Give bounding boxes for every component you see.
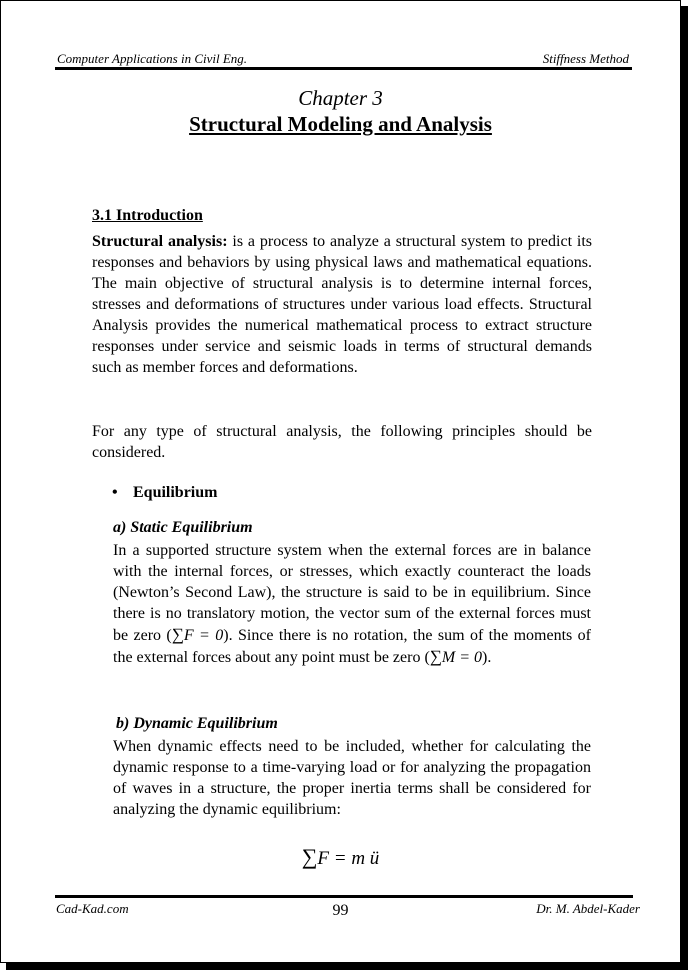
intro-lead: Structural analysis: [92, 233, 228, 250]
dynamic-equation [0, 844, 681, 870]
bullet-equilibrium [112, 484, 217, 502]
static-text-1: In a supported structure system when the external forces are in balance with the internal forces, or stresses, which exactly counteract the loads (Newton’s Second Law), the structure is said to be in equilibrium. Since there is no translatory motion, the vector sum of the external forces must be zero ( [113, 542, 591, 644]
principles-paragraph: For any type of structural analysis, the following principles should be considered. [92, 423, 592, 461]
intro-paragraph [92, 231, 592, 378]
section-heading: 3.1 Introduction [92, 207, 203, 224]
page-number: 99 [332, 902, 349, 919]
force-sum-equation [172, 627, 224, 644]
bullet-icon: • [112, 484, 118, 501]
page-shadow-right [681, 6, 688, 970]
bullet-label: Equilibrium [133, 484, 218, 501]
header-rule [55, 67, 632, 70]
chapter-label: Chapter 3 [298, 86, 383, 110]
sigma-icon: ∑ [171, 625, 184, 644]
moment-sum-equation [430, 649, 482, 666]
intro-body: is a process to analyze a structural system to predict its responses and behaviors by using physical laws and mathematical equations. The main objective of structural analysis is to determine internal forces, stresses and deformations of structures under various load effects. Structural Analysis provides the numerical mathematical process to extract structure responses under service and seismic loads in terms of structural demands such as member forces and deformations. [92, 233, 592, 376]
static-text-2: ). Since there is no rotation, the sum of the moments of the external forces about any point must be zero ( [113, 627, 592, 666]
footer-author: Dr. M. Abdel-Kader [536, 901, 640, 916]
page-shadow-bottom [6, 963, 688, 970]
static-heading: a) Static Equilibrium [113, 519, 253, 536]
footer-rule [55, 895, 633, 898]
static-text-3: ). [482, 649, 492, 666]
dynamic-heading: b) Dynamic Equilibrium [116, 715, 278, 732]
sigma-icon: ∑ [429, 647, 442, 666]
footer-website: Cad-Kad.com [56, 901, 129, 916]
moment-sum-text: M = 0 [441, 649, 483, 666]
header-course-title: Computer Applications in Civil Eng. [57, 51, 248, 66]
dynamic-paragraph: When dynamic effects need to be included, whether for calculating the dynamic response to a time-varying load or for analyzing the propagation of waves in a structure, the proper inertia terms shall be considered for analyzing the dynamic equilibrium: [113, 738, 591, 818]
static-paragraph [113, 540, 591, 668]
sigma-icon: ∑ [301, 844, 318, 869]
header-topic: Stiffness Method [542, 51, 629, 66]
dynamic-equation-text: F = m ü [317, 848, 380, 869]
chapter-title: Structural Modeling and Analysis [189, 112, 492, 136]
force-sum-text: F = 0 [183, 627, 224, 644]
